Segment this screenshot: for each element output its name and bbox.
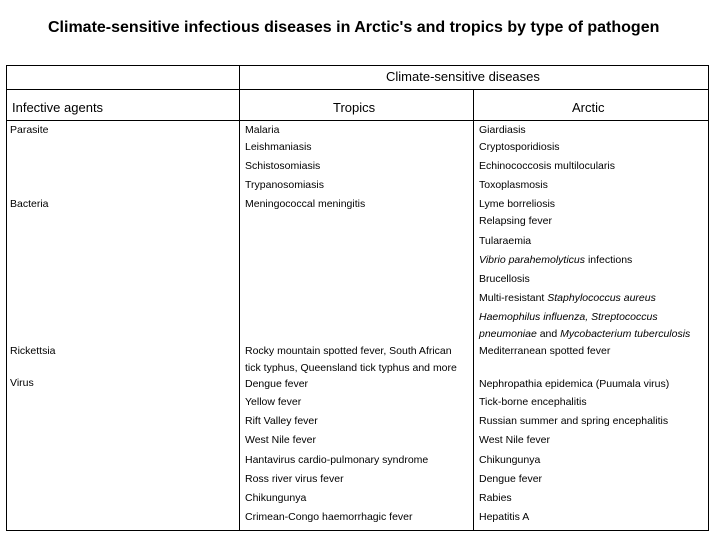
tropics-leishmaniasis: Leishmaniasis xyxy=(245,141,312,153)
arctic-lyme: Lyme borreliosis xyxy=(479,198,556,210)
header-infective-agents: Infective agents xyxy=(12,100,104,115)
arctic-mediterranean: Mediterranean spotted fever xyxy=(479,345,611,357)
arctic-west-nile: West Nile fever xyxy=(479,434,550,446)
tropics-crimean-congo: Crimean-Congo haemorrhagic fever xyxy=(245,511,413,523)
arctic-vibrio-species: Vibrio parahemolyticus xyxy=(479,254,586,266)
arctic-rabies: Rabies xyxy=(479,492,512,504)
arctic-vibrio xyxy=(479,254,632,267)
column-divider-2 xyxy=(473,89,474,531)
tropics-schistosomiasis: Schistosomiasis xyxy=(245,160,321,172)
arctic-brucellosis: Brucellosis xyxy=(479,273,530,285)
header-divider xyxy=(6,89,709,90)
agent-rickettsia: Rickettsia xyxy=(10,345,56,357)
tropics-trypanosomiasis: Trypanosomiasis xyxy=(245,179,324,191)
arctic-tularaemia: Tularaemia xyxy=(479,235,532,247)
agent-virus: Virus xyxy=(10,377,34,389)
arctic-mrsa xyxy=(479,292,656,305)
arctic-russian-encephalitis: Russian summer and spring encephalitis xyxy=(479,415,669,427)
tropics-dengue: Dengue fever xyxy=(245,378,309,390)
subheader-divider xyxy=(6,120,709,121)
header-climate-diseases: Climate-sensitive diseases xyxy=(386,69,540,84)
column-divider-1 xyxy=(239,65,240,531)
arctic-dengue: Dengue fever xyxy=(479,473,543,485)
tropics-rocky-line2: tick typhus, Queensland tick typhus and more xyxy=(245,362,457,374)
header-arctic: Arctic xyxy=(572,100,605,115)
arctic-mycobacterium: Mycobacterium tuberculosis xyxy=(560,328,691,340)
tropics-yellow-fever: Yellow fever xyxy=(245,396,302,408)
arctic-chikungunya: Chikungunya xyxy=(479,454,541,466)
tropics-chikungunya: Chikungunya xyxy=(245,492,307,504)
arctic-echinococcosis: Echinococcosis multilocularis xyxy=(479,160,615,172)
tropics-rocky-line1: Rocky mountain spotted fever, South African xyxy=(245,345,452,357)
tropics-hantavirus: Hantavirus cardio-pulmonary syndrome xyxy=(245,454,429,466)
arctic-nephropathia: Nephropathia epidemica (Puumala virus) xyxy=(479,378,670,390)
arctic-mrsa-species: Staphylococcus aureus xyxy=(547,292,656,304)
arctic-pneumoniae: pneumoniae xyxy=(479,328,537,340)
tropics-meningococcal: Meningococcal meningitis xyxy=(245,198,366,210)
agent-bacteria: Bacteria xyxy=(10,198,49,210)
header-tropics: Tropics xyxy=(333,100,376,115)
arctic-hepatitis-a: Hepatitis A xyxy=(479,511,530,523)
arctic-mrsa-prefix: Multi-resistant xyxy=(479,292,548,304)
tropics-malaria: Malaria xyxy=(245,124,280,136)
arctic-vibrio-suffix: infections xyxy=(585,254,633,266)
arctic-toxoplasmosis: Toxoplasmosis xyxy=(479,179,548,191)
tropics-ross-river: Ross river virus fever xyxy=(245,473,344,485)
tropics-rift-valley: Rift Valley fever xyxy=(245,415,318,427)
arctic-giardiasis: Giardiasis xyxy=(479,124,526,136)
arctic-haemophilus-line1: Haemophilus influenza, Streptococcus xyxy=(479,311,658,323)
agent-parasite: Parasite xyxy=(10,124,49,136)
arctic-tick-borne: Tick-borne encephalitis xyxy=(479,396,587,408)
arctic-cryptosporidiosis: Cryptosporidiosis xyxy=(479,141,560,153)
page-title: Climate-sensitive infectious diseases in Arctic's and tropics by type of pathogen xyxy=(48,19,660,36)
arctic-haemophilus-line2 xyxy=(479,328,690,341)
tropics-west-nile: West Nile fever xyxy=(245,434,316,446)
arctic-and: and xyxy=(536,328,561,340)
arctic-relapsing: Relapsing fever xyxy=(479,215,552,227)
